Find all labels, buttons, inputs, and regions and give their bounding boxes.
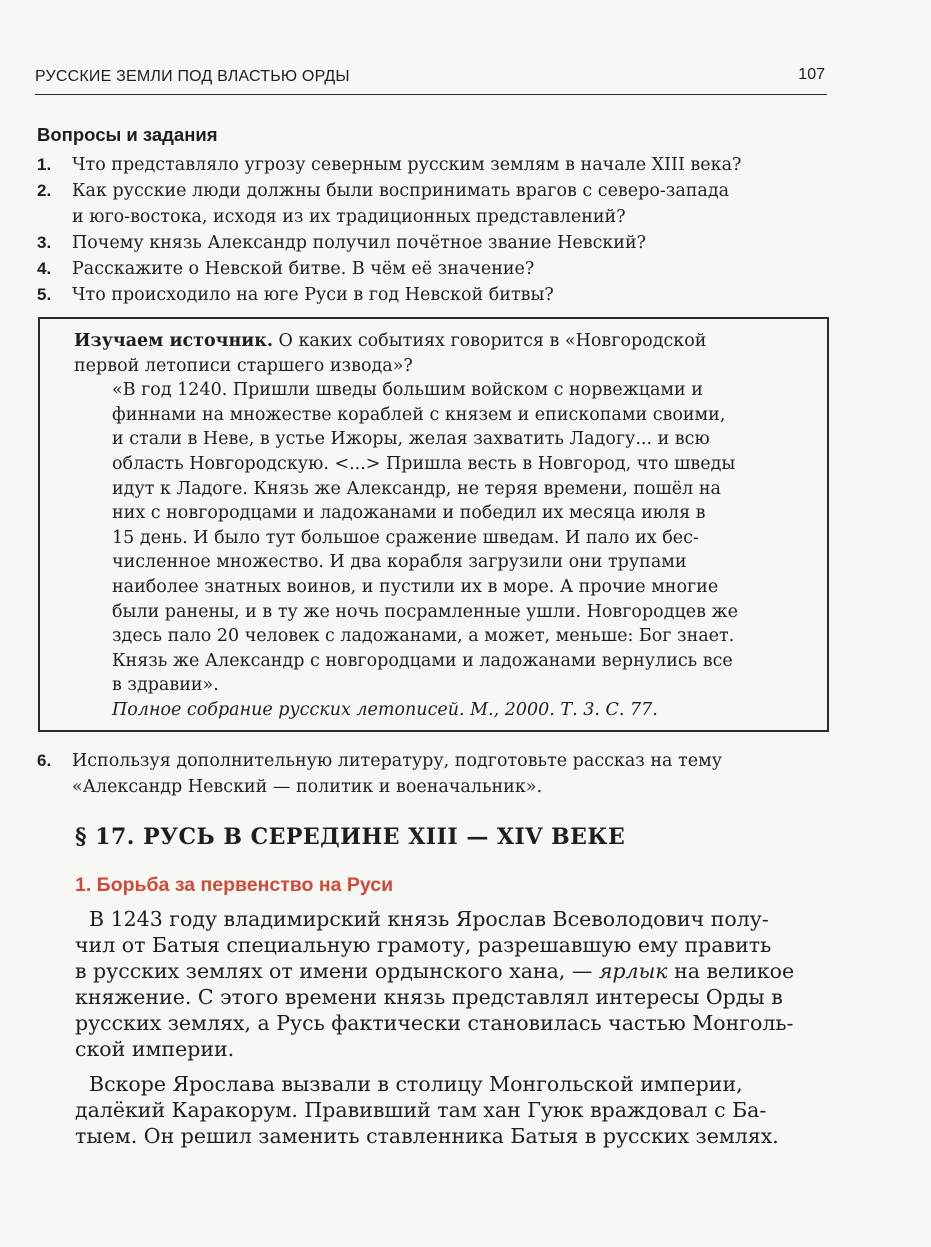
body-line: княжение. С этого времени князь представлял интересы Орды в — [75, 985, 783, 1009]
paragraph-heading: § 17. РУСЬ В СЕРЕДИНЕ XIII — XIV ВЕКЕ — [75, 824, 626, 850]
question-number: 3. — [37, 233, 52, 252]
quote-line: финнами на множестве кораблей с князем и епископами своими, — [112, 404, 726, 425]
source-content — [74, 329, 814, 723]
question-text: Что представляло угрозу северным русским землям в начале XIII века? — [72, 155, 742, 175]
body-text — [75, 906, 837, 1158]
quote-line: 15 день. И было тут большое сражение шведам. И пало их бес- — [112, 527, 699, 548]
quote-line: численное множество. И два корабля загрузили они трупами — [112, 552, 687, 573]
body-line: ской империи. — [75, 1037, 235, 1061]
source-intro-text: О каких событиях говорится в «Новгородской — [272, 331, 707, 351]
question-item — [37, 748, 872, 800]
question-text: Что происходило на юге Руси в год Невской битвы? — [72, 285, 554, 305]
question-item — [37, 152, 837, 178]
question-text: Используя дополнительную литературу, подготовьте рассказ на тему — [72, 751, 723, 771]
body-line: Вскоре Ярослава вызвали в столицу Монгольской империи, — [89, 1072, 743, 1096]
body-line: чил от Батыя специальную грамоту, разрешавшую ему править — [75, 933, 772, 957]
body-line: далёкий Каракорум. Правивший там хан Гуюк враждовал с Ба- — [75, 1098, 767, 1122]
questions-list — [37, 152, 837, 308]
chronicle-quote — [74, 378, 814, 698]
question-number: 1. — [37, 155, 52, 174]
quote-line: область Новгородскую. <...> Пришла весть в Новгород, что шведы — [112, 453, 736, 474]
question-number: 4. — [37, 259, 52, 278]
quote-line: идут к Ладоге. Князь же Александр, не теряя времени, пошёл на — [112, 478, 721, 499]
chapter-title: РУССКИЕ ЗЕМЛИ ПОД ВЛАСТЬЮ ОРДЫ — [35, 68, 350, 85]
paragraph-1 — [75, 906, 837, 1062]
source-intro — [74, 329, 814, 378]
question-number: 6. — [37, 751, 52, 770]
quote-line: в здравии». — [112, 675, 219, 696]
body-line: тыем. Он решил заменить ставленника Батыя в русских землях. — [75, 1124, 779, 1148]
source-reference: Полное собрание русских летописей. М., 2000. Т. 3. С. 77. — [112, 699, 658, 720]
body-line: В 1243 году владимирский князь Ярослав Всеволодович полу- — [89, 907, 769, 931]
subsection-heading: 1. Борьба за первенство на Руси — [75, 874, 394, 896]
question-item — [37, 282, 837, 308]
body-line: в русских землях от имени ордынского хана, — ярлык на великое — [75, 959, 795, 983]
question-text: Как русские люди должны были воспринимать врагов с северо-запада — [72, 181, 730, 201]
paragraph-2 — [75, 1071, 837, 1149]
quote-line: здесь пало 20 человек с ладожанами, а может, меньше: Бог знает. — [112, 626, 735, 647]
quote-line: «В год 1240. Пришли шведы большим войском с норвежцами и — [112, 380, 703, 401]
term-yarlyk: ярлык — [598, 959, 668, 983]
source-intro-text: первой летописи старшего извода»? — [74, 355, 413, 376]
question-text: «Александр Невский — политик и военачальник». — [72, 777, 543, 797]
body-line: русских землях, а Русь фактически становилась частью Монголь- — [75, 1011, 794, 1035]
questions-heading: Вопросы и задания — [37, 124, 218, 145]
quote-line: Князь же Александр с новгородцами и ладожанами вернулись все — [112, 650, 733, 671]
page-number: 107 — [798, 66, 825, 83]
source-study-box — [38, 317, 829, 732]
question-text: Почему князь Александр получил почётное звание Невский? — [72, 233, 647, 253]
question-text: Расскажите о Невской битве. В чём её значение? — [72, 259, 535, 279]
question-item — [37, 230, 837, 256]
question-item — [37, 256, 837, 282]
question-number: 5. — [37, 285, 52, 304]
question-item — [37, 178, 837, 230]
source-label: Изучаем источник. — [74, 331, 273, 351]
quote-line: и стали в Неве, в устье Ижоры, желая захватить Ладогу... и всю — [112, 429, 710, 450]
quote-line: были ранены, и в ту же ночь посрамленные ушли. Новгородцев же — [112, 601, 738, 622]
question-number: 2. — [37, 181, 52, 200]
question-text: и юго-востока, исходя из их традиционных представлений? — [72, 207, 626, 227]
quote-line: них с новгородцами и ладожанами и победил их месяца июля в — [112, 503, 706, 524]
quote-line: наиболее знатных воинов, и пустили их в море. А прочие многие — [112, 576, 719, 597]
running-header — [35, 62, 827, 95]
